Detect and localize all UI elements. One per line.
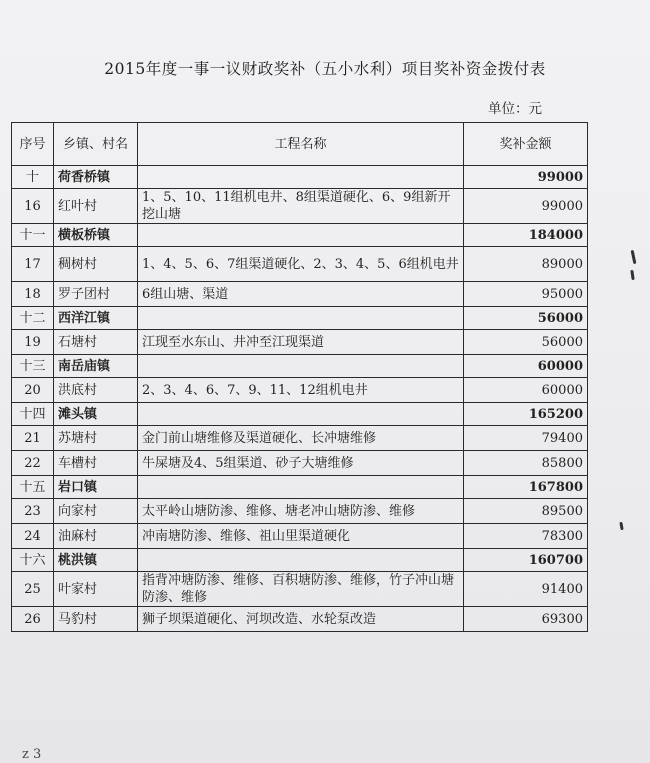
village-row [12, 499, 588, 524]
margin-mark [619, 522, 623, 530]
row-seq: 24 [12, 524, 54, 549]
row-seq: 25 [12, 572, 54, 607]
row-seq: 十一 [12, 224, 54, 247]
town-row [12, 355, 588, 378]
row-name: 罗子团村 [54, 282, 138, 307]
row-amount: 89000 [464, 247, 588, 282]
margin-mark [631, 250, 637, 264]
village-row [12, 189, 588, 224]
row-seq: 十六 [12, 549, 54, 572]
row-name: 车槽村 [54, 451, 138, 476]
row-amount: 79400 [464, 426, 588, 451]
row-name: 向家村 [54, 499, 138, 524]
row-name: 苏塘村 [54, 426, 138, 451]
town-row [12, 166, 588, 189]
row-amount: 60000 [464, 355, 588, 378]
row-seq: 十二 [12, 307, 54, 330]
row-amount: 165200 [464, 403, 588, 426]
row-amount: 167800 [464, 476, 588, 499]
row-project: 冲南塘防渗、维修、祖山里渠道硬化 [138, 524, 464, 549]
header-village: 乡镇、村名 [54, 123, 138, 166]
row-seq: 16 [12, 189, 54, 224]
row-amount: 78300 [464, 524, 588, 549]
document-title: 2015年度一事一议财政奖补（五小水利）项目奖补资金拨付表 [104, 60, 546, 78]
row-name: 叶家村 [54, 572, 138, 607]
row-amount: 91400 [464, 572, 588, 607]
row-amount: 56000 [464, 330, 588, 355]
town-row [12, 224, 588, 247]
row-name: 滩头镇 [54, 403, 138, 426]
town-row [12, 476, 588, 499]
village-row [12, 247, 588, 282]
row-project: 狮子坝渠道硬化、河坝改造、水轮泵改造 [138, 607, 464, 632]
village-row [12, 378, 588, 403]
village-row [12, 451, 588, 476]
row-seq: 17 [12, 247, 54, 282]
row-project: 江现至水东山、井冲至江现渠道 [138, 330, 464, 355]
row-amount: 69300 [464, 607, 588, 632]
row-amount: 99000 [464, 189, 588, 224]
row-name: 荷香桥镇 [54, 166, 138, 189]
row-project: 金门前山塘维修及渠道硬化、长冲塘维修 [138, 426, 464, 451]
village-row [12, 572, 588, 607]
row-project: 牛屎塘及4、5组渠道、砂子大塘维修 [138, 451, 464, 476]
row-seq: 18 [12, 282, 54, 307]
row-project [138, 166, 464, 189]
row-amount: 60000 [464, 378, 588, 403]
row-project [138, 224, 464, 247]
row-amount: 85800 [464, 451, 588, 476]
unit-label: 单位：元 [488, 101, 542, 117]
village-row [12, 282, 588, 307]
row-project: 太平岭山塘防渗、维修、塘老冲山塘防渗、维修 [138, 499, 464, 524]
row-seq: 26 [12, 607, 54, 632]
row-amount: 56000 [464, 307, 588, 330]
row-project: 6组山塘、渠道 [138, 282, 464, 307]
funding-table [11, 122, 588, 632]
row-amount: 184000 [464, 224, 588, 247]
village-row [12, 426, 588, 451]
row-name: 西洋江镇 [54, 307, 138, 330]
row-project [138, 476, 464, 499]
header-seq: 序号 [12, 123, 54, 166]
row-name: 马豹村 [54, 607, 138, 632]
village-row [12, 330, 588, 355]
row-project [138, 307, 464, 330]
cut-off-footer-text: z 3 [22, 747, 42, 762]
row-project: 1、5、10、11组机电井、8组渠道硬化、6、9组新开挖山塘 [138, 189, 464, 224]
row-project: 1、4、5、6、7组渠道硬化、2、3、4、5、6组机电井 [138, 247, 464, 282]
margin-mark [630, 270, 634, 280]
table-header-row [12, 123, 588, 166]
row-seq: 19 [12, 330, 54, 355]
village-row [12, 524, 588, 549]
row-amount: 160700 [464, 549, 588, 572]
row-name: 横板桥镇 [54, 224, 138, 247]
row-seq: 十三 [12, 355, 54, 378]
row-name: 桃洪镇 [54, 549, 138, 572]
row-name: 岩口镇 [54, 476, 138, 499]
row-seq: 20 [12, 378, 54, 403]
header-amount: 奖补金额 [464, 123, 588, 166]
row-project [138, 403, 464, 426]
town-row [12, 307, 588, 330]
row-amount: 89500 [464, 499, 588, 524]
row-name: 洪底村 [54, 378, 138, 403]
row-name: 红叶村 [54, 189, 138, 224]
row-seq: 21 [12, 426, 54, 451]
row-amount: 99000 [464, 166, 588, 189]
village-row [12, 607, 588, 632]
row-project [138, 355, 464, 378]
header-project: 工程名称 [138, 123, 464, 166]
row-seq: 十四 [12, 403, 54, 426]
row-seq: 23 [12, 499, 54, 524]
row-name: 南岳庙镇 [54, 355, 138, 378]
row-seq: 十 [12, 166, 54, 189]
row-name: 油麻村 [54, 524, 138, 549]
row-seq: 十五 [12, 476, 54, 499]
row-project: 指背冲塘防渗、维修、百积塘防渗、维修，竹子冲山塘防渗、维修 [138, 572, 464, 607]
town-row [12, 403, 588, 426]
row-name: 石塘村 [54, 330, 138, 355]
row-name: 稠树村 [54, 247, 138, 282]
town-row [12, 549, 588, 572]
row-amount: 95000 [464, 282, 588, 307]
row-project: 2、3、4、6、7、9、11、12组机电井 [138, 378, 464, 403]
row-seq: 22 [12, 451, 54, 476]
row-project [138, 549, 464, 572]
